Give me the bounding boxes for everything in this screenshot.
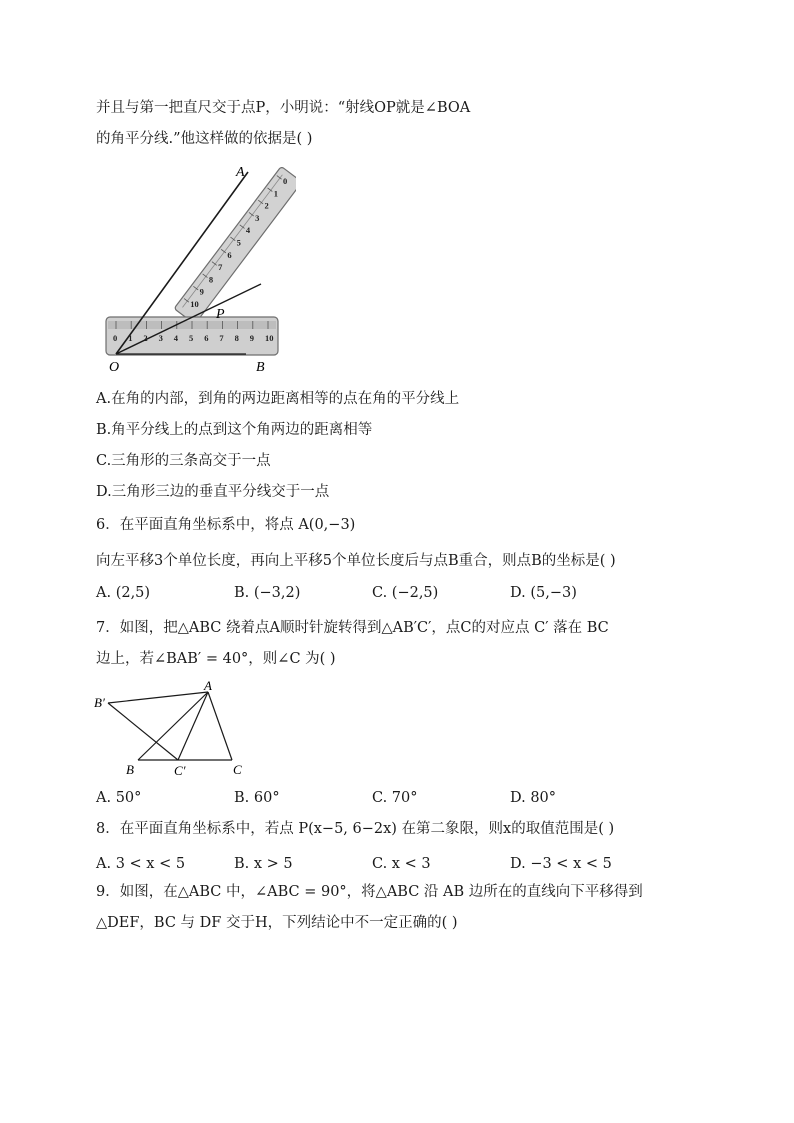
q5-text-line-2: 的角平分线.”他这样做的依据是( )	[96, 131, 313, 147]
ruler-number: 4	[245, 225, 251, 236]
q6-option-a: A. (2,5)	[96, 585, 151, 601]
q5-text-line-1: 并且与第一把直尺交于点P，小明说：“射线OP就是∠BOA	[96, 100, 471, 116]
q9-text-line-2: △DEF，BC 与 DF 交于H，下列结论中不一定正确的( )	[96, 915, 458, 931]
label-P: P	[216, 307, 225, 322]
label-B-prime: B′	[94, 695, 105, 710]
ruler-number: 9	[199, 286, 204, 297]
q8-option-d: D. −3 < x < 5	[510, 856, 612, 872]
ruler-number: 8	[234, 333, 239, 343]
q5-option-a: A.在角的内部，到角的两边距离相等的点在角的平分线上	[96, 391, 460, 407]
q7-option-a: A. 50°	[96, 790, 142, 806]
q6-option-d: D. (5,−3)	[510, 585, 577, 601]
ruler-number: 0	[282, 175, 288, 186]
q8-text-line-1: 8．在平面直角坐标系中，若点 P(x−5, 6−2x) 在第二象限，则x的取值范围是( )	[96, 821, 615, 837]
ruler-number: 7	[219, 333, 224, 343]
q5-option-d: D.三角形三边的垂直平分线交于一点	[96, 484, 330, 500]
label-B: B	[256, 360, 265, 375]
q7-text-line-1: 7．如图，把△ABC 绕着点A顺时针旋转得到△AB′C′，点C的对应点 C′ 落在 BC	[96, 620, 609, 636]
q5-option-c: C.三角形的三条高交于一点	[96, 453, 271, 469]
ruler-number: 4	[173, 333, 179, 343]
label-B: B	[126, 762, 134, 777]
label-C-prime: C′	[174, 763, 186, 778]
q6-text-line-1: 6．在平面直角坐标系中，将点 A(0,−3)	[96, 517, 356, 533]
label-O: O	[109, 360, 120, 375]
ruler-number: 1	[128, 333, 133, 343]
label-A: A	[236, 165, 245, 180]
q5-ruler-figure	[96, 158, 296, 376]
q6-option-c: C. (−2,5)	[372, 585, 439, 601]
ruler-number: 2	[143, 333, 148, 343]
q7-text-line-2: 边上，若∠BAB′ = 40°，则∠C 为( )	[96, 651, 336, 667]
ruler-number: 7	[218, 262, 223, 273]
ruler-number: 6	[227, 249, 232, 260]
label-C: C	[233, 762, 242, 777]
ruler-number: 0	[113, 333, 118, 343]
q6-text-line-2: 向左平移3个单位长度，再向上平移5个单位长度后与点B重合，则点B的坐标是( )	[96, 553, 616, 569]
q9-text-line-1: 9．如图，在△ABC 中，∠ABC = 90°，将△ABC 沿 AB 边所在的直线向下平移得到	[96, 884, 643, 900]
ruler-number: 5	[236, 237, 241, 248]
ruler-number: 10	[190, 298, 199, 309]
q8-option-a: A. 3 < x < 5	[96, 856, 186, 872]
q8-option-c: C. x < 3	[372, 856, 431, 872]
q6-option-b: B. (−3,2)	[234, 585, 301, 601]
ruler-number: 6	[204, 333, 209, 343]
ruler-number: 2	[264, 200, 269, 211]
label-A: A	[204, 678, 212, 693]
q7-option-c: C. 70°	[372, 790, 418, 806]
q8-option-b: B. x > 5	[234, 856, 293, 872]
ruler-number: 3	[158, 333, 163, 343]
ruler-number: 3	[255, 212, 260, 223]
ruler-number: 10	[265, 333, 274, 343]
ruler-number: 9	[249, 333, 255, 343]
q5-option-b: B.角平分线上的点到这个角两边的距离相等	[96, 422, 373, 438]
ruler-number: 8	[208, 274, 214, 285]
ruler-number: 5	[189, 333, 194, 343]
q7-triangle-figure	[90, 676, 260, 780]
q7-option-d: D. 80°	[510, 790, 557, 806]
q7-option-b: B. 60°	[234, 790, 280, 806]
ruler-number: 1	[273, 188, 278, 199]
